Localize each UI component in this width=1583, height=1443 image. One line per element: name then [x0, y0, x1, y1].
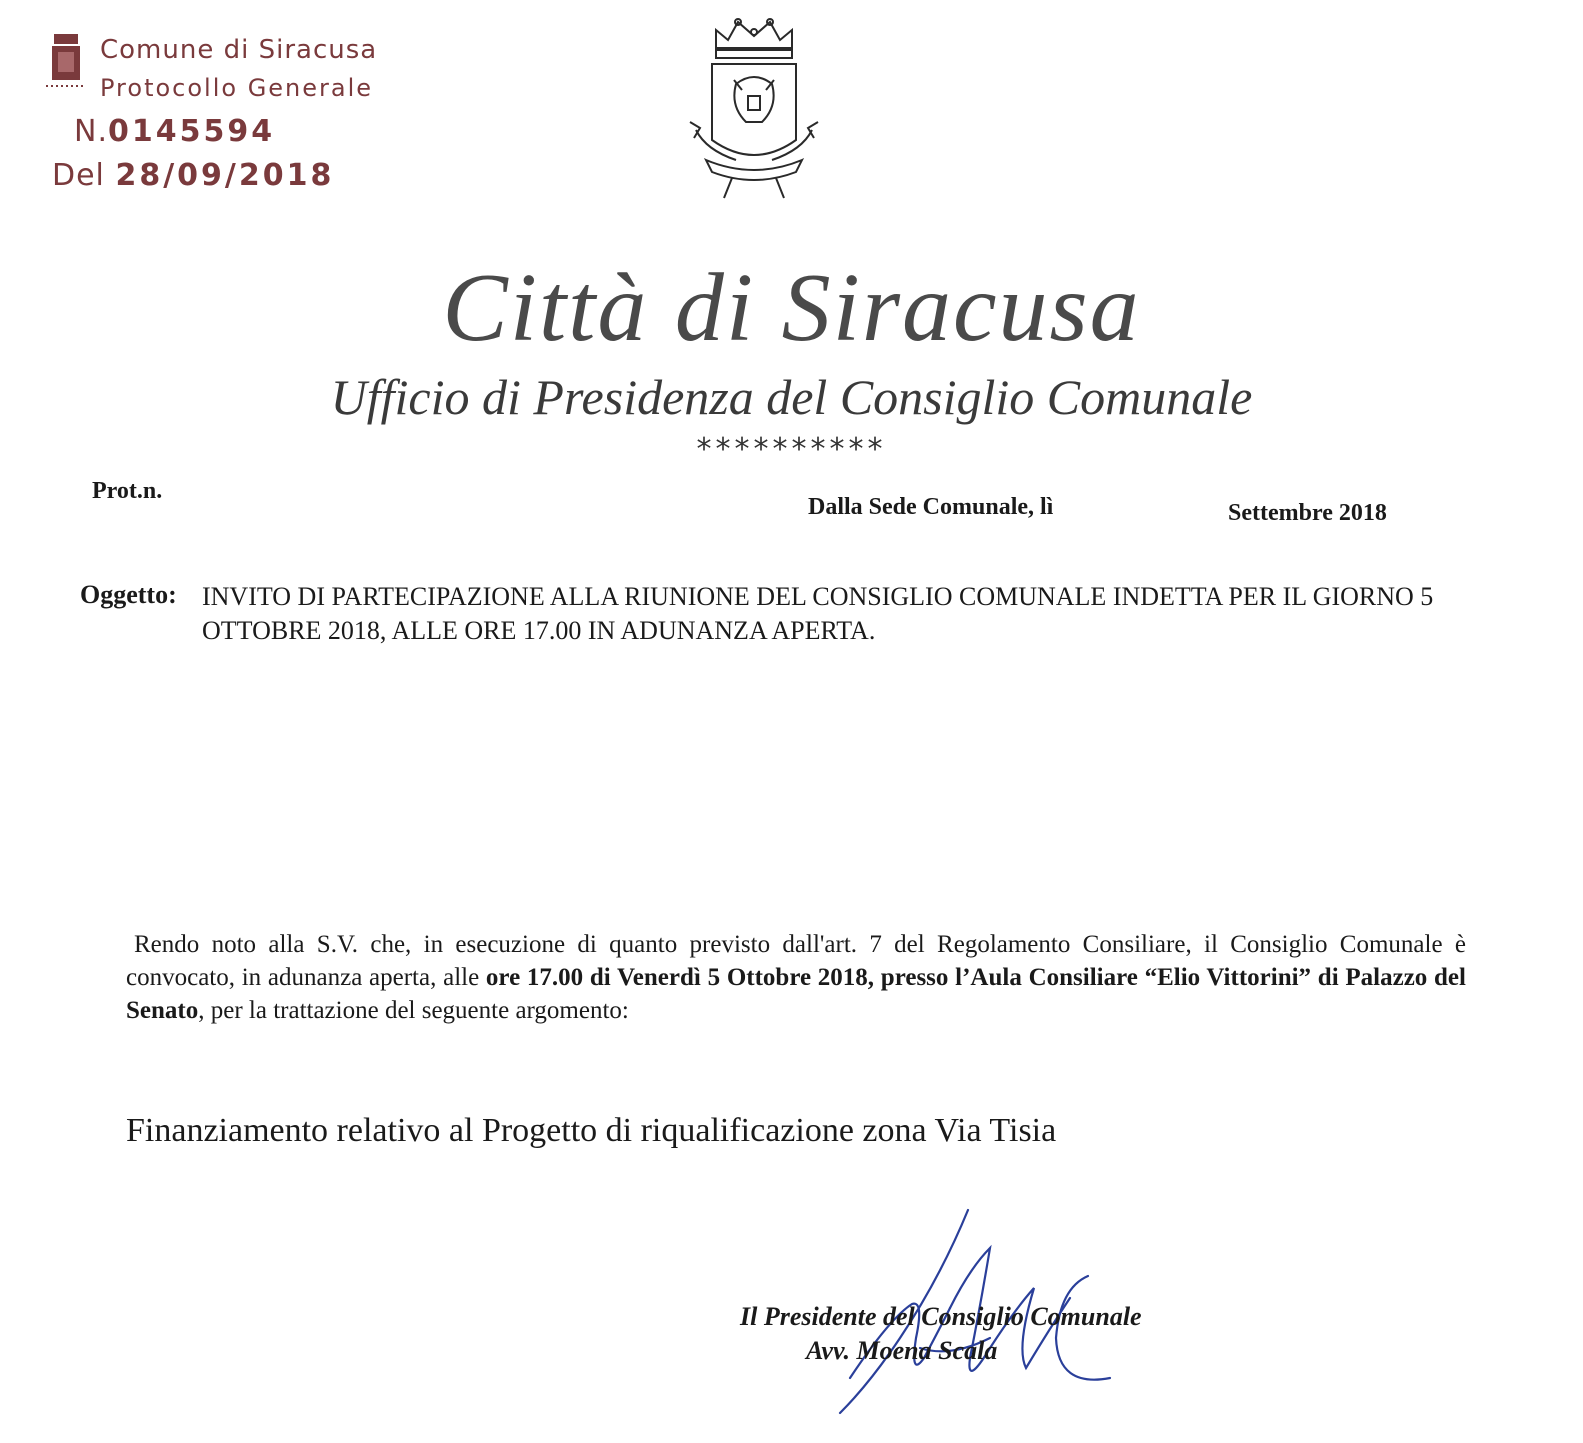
protocol-label: Prot.n. [92, 478, 163, 504]
date-label: Settembre 2018 [1228, 500, 1387, 526]
subject-label-text: Oggetto [80, 580, 169, 609]
subject-text: INVITO DI PARTECIPAZIONE ALLA RIUNIONE DEL CONSIGLIO COMUNALE INDETTA PER IL GIORNO 5 OTTOBRE 2018, ALLE ORE 17.00 IN ADUNANZA APERTA. [202, 582, 1434, 645]
stamp-number-prefix: N. [74, 114, 108, 149]
stamp-date-row [52, 158, 334, 193]
stamp-register: Protocollo Generale [100, 74, 374, 102]
body-part-3: , per la trattazione del seguente argomento: [198, 997, 629, 1024]
coat-of-arms-icon [676, 10, 832, 200]
signature-block [740, 1302, 1200, 1366]
office-title: Ufficio di Presidenza del Consiglio Comunale [330, 369, 1253, 425]
subject-colon: : [168, 580, 177, 609]
stamp-crest-icon [46, 30, 86, 94]
stamp-date-prefix: Del [52, 158, 105, 193]
separator: ********** [696, 432, 887, 467]
signatory-role: Il Presidente del Consiglio Comunale [740, 1302, 1142, 1331]
body-paragraph [126, 928, 1466, 1027]
subject-label [80, 580, 177, 610]
body-part-2: ore 17.00 di Venerdì 5 Ottobre 2018, presso l’Aula Consiliare “Elio Vittorini” di Palazzo del Senato [126, 964, 1466, 1024]
body-part-1: Rendo noto alla S.V. che, in esecuzione di quanto previsto dall'art. 7 del Regolamento Consiliare, il Consiglio Comunale è convocato, in adunanza aperta, alle [126, 931, 1466, 991]
stamp-office: Comune di Siracusa [100, 35, 378, 65]
stamp-number-row [74, 114, 275, 149]
city-title: Città di Siracusa [442, 254, 1141, 362]
place-label: Dalla Sede Comunale, lì [808, 494, 1054, 520]
stamp-number: 0145594 [107, 114, 276, 149]
signatory-name: Avv. Moena Scala [806, 1336, 998, 1365]
agenda-topic: Finanziamento relativo al Progetto di riqualificazione zona Via Tisia [126, 1112, 1057, 1149]
stamp-date: 28/09/2018 [115, 158, 335, 193]
